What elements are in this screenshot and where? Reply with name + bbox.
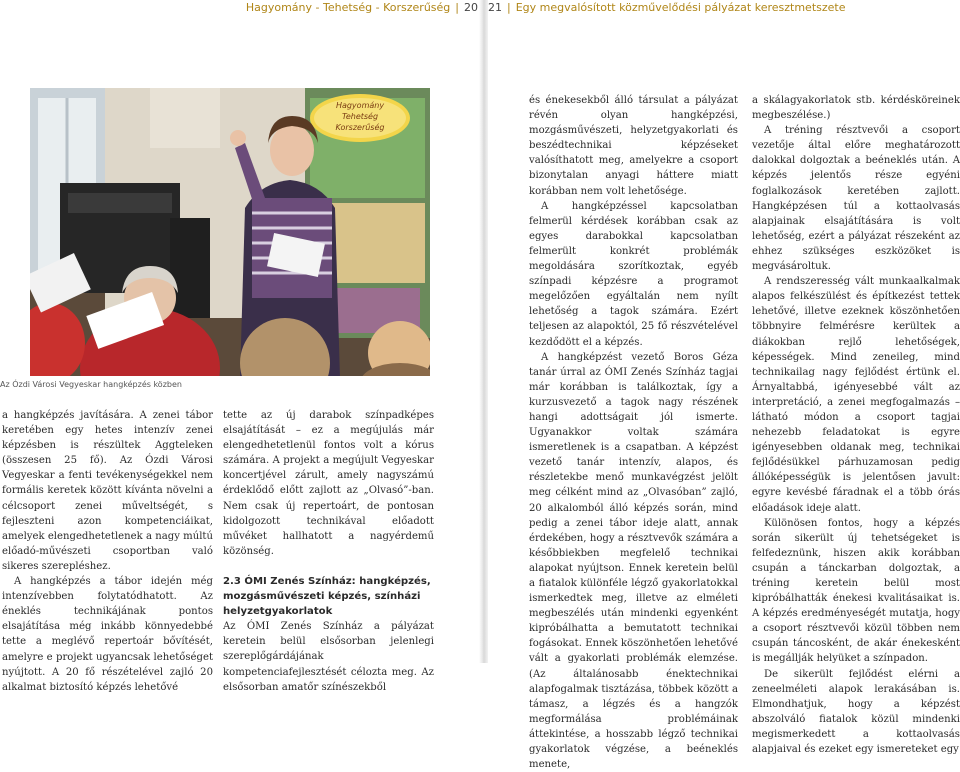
paragraph: a skálagyakorlatok stb. kérdésköreinek megbeszélése.)	[752, 95, 960, 122]
paragraph: Különösen fontos, hogy a képzés során sikerült új tehetségeket is felfedeznünk, hiszen akik korábban csupán a tánckarban dolgoztak, a tréning keretein belül most kipróbálhatták énekesi kvalitásaikat is. A képzés eredményeségét mutatja, hogy a csoport résztvevői közül többen nem csupán táncosként, de akár énekesként is megállják helyüket a színpadon.	[752, 517, 960, 665]
header-separator: |	[507, 1, 511, 14]
paragraph: A rendszeresség vált munkaalkalmak alapos felkészülést és építkezést tettek lehetővé, illetve ezeknek köszönhetően többnyire felmérésre kerültek a diákokban rejlő lehetőségek, képességek. Mind zeneileg, mind technikailag nagy fejlődést értünk el. Árnyaltabbá, igényesebbé vált az interpretáció, a zenei megfogalmazás – látható módon a csoport tagjai nehezebb feladatokat is egyre igényesebben oldanak meg, technikai fejlődésükkel párhuzamosan pedig állóképességük is jelentősen javult: egyre kevésbé fáradnak el a több órás előadások ideje alatt.	[752, 276, 960, 514]
photo-caption: Az Ózdi Városi Vegyeskar hangképzés közben	[0, 380, 182, 389]
paragraph: A hangképzéssel kapcsolatban felmerül kérdések korábban csak az egyes darabokkal kapcsolatban felmerült konkrét problémák megoldására szorítkoztak, egyéb színpadi képzésre a programot megelőzően egyáltalán nem nyílt lehetőség a tagok számára. Ezért teljesen az alapoktól, 25 fő részvételével kezdődött el a képzés.	[529, 200, 738, 348]
choir-photo-illustration	[30, 88, 430, 376]
header-separator: |	[455, 1, 459, 14]
banner-line-2: Tehetség	[341, 112, 379, 121]
paragraph: A tréning résztvevői a csoport vezetője által előre meghatározott dalokkal dolgoztak a beéneklés után. A képzés jelentős része egyéni foglalkozások keretében zajlott. Hangképzésen túl a kottaolvasás alapjainak elsajátítására is volt lehetőség, ezért a pályázat részeként az ehhez szükséges eszközöket is megvásároltuk.	[752, 125, 960, 273]
choir-photo	[30, 88, 430, 376]
book-spine-shadow	[479, 0, 488, 663]
right-page-number: 21	[488, 1, 502, 14]
right-page-header	[488, 0, 960, 16]
paragraph: a hangképzés javítására. A zenei tábor keretében egy hetes intenzív zenei képzésben is részültek Aggteleken (összesen 25 fő). Az Ózdi Városi Vegyeskar a fenti tevékenységekkel nem formális keretek között kívánta növelni a célcsoport zenei műveltségét, s fejleszteni azon kompetenciáikat, amelyek elengedhetetlenek a nagy múltú előadó-művészeti csoportban való sikeres szerepléshez.	[2, 410, 213, 572]
left-header-title: Hagyomány - Tehetség - Korszerűség	[245, 1, 451, 14]
banner-line-3: Korszerűség	[335, 123, 385, 132]
paragraph: A hangképzést vezető Boros Géza tanár úrral az ÓMI Zenés Színház tagjai már korábban is találkoztak, így a kurzusvezető a tagok nagy részének hangi adottságait jól ismerte. Ugyanakkor voltak számára ismeretlenek is a csapatban. A képzést vezető tanár intenzív, alapos, és részletekbe menő munkavégzést jelölt meg célként mind az „Olvasóban” zajló, 20 alkalomból álló képzés során, mind pedig a zenei tábor ideje alatt, annak érdekében, hogy a résztvevők számára a későbbiekben megfelelő technikai alapokat nyújtson. Ennek keretein belül a fiatalok különféle légző gyakorlatokkal ismerkedtek meg, illetve az elméleti megbeszélés után mindenki egyenként kipróbálhatta a bemutatott technikai fogásokat. Ennek köszönhetően lehetővé vált a gyakorlati problémák elemzése. (Az általánosabb énektechnikai alapfogalmak tisztázása, többek között a támasz, a légzés és a hangzók megformálása problémáinak áttekintése, a hosszabb légző technikai gyakorlatok végzése, a beéneklés menete,	[529, 351, 738, 771]
paragraph: és énekesekből álló társulat a pályázat révén olyan hangképzési, mozgásművészeti, helyzetgyakorlati és beszédtechnikai képzéseket valósíthatott meg, amelyekre a csoport bizonytalan anyagi háttere miatt korábban nem volt lehetősége.	[529, 95, 738, 197]
paragraph: Az ÓMI Zenés Színház a pályázat keretein belül elsősorban jelenlegi szereplőgárdájának kompetenciafejlesztését célozta meg. Az elsősorban amatőr színészekből	[223, 621, 434, 693]
paragraph: tette az új darabok színpadképes elsajátítását – ez a megújulás már elengedhetetlenül fontos volt a kórus számára. A projekt a megújult Vegyeskar koncertjével zárult, amely nagyszámú érdeklődő előtt zajlott az „Olvasó”-ban. Nem csak új repertoárt, de pontosan kidolgozott technikával előadott művéket hallhatott a nagyérdemű közönség.	[223, 410, 434, 557]
right-header-title: Egy megvalósított közművelődési pályázat keresztmetszete	[515, 1, 846, 14]
banner-logo	[310, 94, 410, 142]
text-column-1	[2, 408, 213, 695]
text-column-2	[223, 408, 434, 695]
paragraph: De sikerült fejlődést elérni a zeneelméleti alapok lerakásában is. Elmondhatjuk, hogy a képzést abszolváló fiatalok közül mindenki megismerkedett a kottaolvasás alapjaival és ezeket egy ismereteket egy	[752, 668, 960, 756]
text-column-4	[752, 93, 960, 757]
text-column-3	[529, 93, 738, 772]
paragraph: A hangképzés a tábor idején még intenzívebben folytatódhatott. Az éneklés technikájának pontos elsajátítása még inkább könnyedebbé tette a meglévő repertoár bővítését, amelyre e projekt ugyancsak lehetőséget nyújtott. A 20 fő részételével zajló 20 alkalmat biztosító képzés lehetővé	[2, 576, 213, 693]
left-page-header	[0, 0, 478, 16]
section-heading: 2.3 ÓMI Zenés Színház: hangképzés, mozgásművészeti képzés, színházi helyzetgyakorlatok	[223, 575, 431, 618]
left-page-number: 20	[464, 1, 478, 14]
banner-line-1: Hagyomány	[335, 101, 385, 110]
